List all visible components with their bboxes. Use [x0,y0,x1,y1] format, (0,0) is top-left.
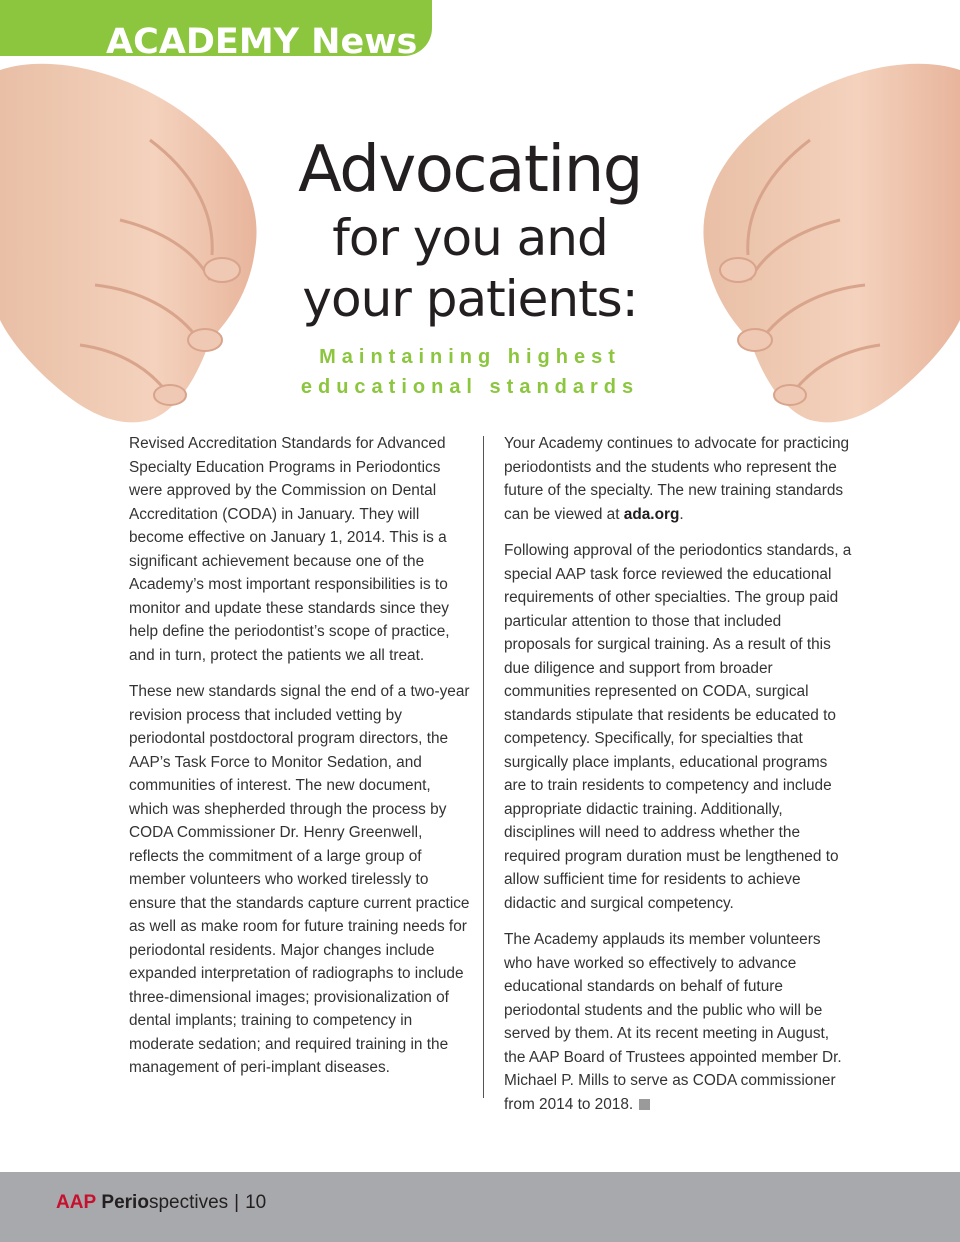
brand-spectives: spectives [148,1192,229,1213]
right-column [504,432,852,1129]
ada-link[interactable]: ada.org [623,505,680,523]
section-tab [0,0,432,56]
page-number: 10 [245,1192,267,1213]
paragraph-text: The Academy applauds its member volunteers who have worked so effectively to advance educational standards on behalf of future periodontal students and the public who will be served by them. At its recent meeting in August, the AAP Board of Trustees appointed member Dr. Michael P. Mills to serve as CODA commissioner from 2014 to 2018. [504,931,842,1113]
title-line-2: for you and [332,209,608,267]
paragraph-end: . [679,505,684,523]
title-line-3: your patients: [302,270,638,328]
cupped-left-hand-icon [0,50,290,430]
paragraph [504,432,852,526]
paragraph: Following approval of the periodontics standards, a special AAP task force reviewed the educational requirements of other specialties. The group paid particular attention to those that included proposals for surgical training. As a result of this due diligence and support from broader communities represented on CODA, surgical standards stipulate that residents be educated to competency. Specifically, for specialties that surgically place implants, educational programs are to train residents to competency and include appropriate didactic training. Additionally, disciplines will need to address whether the required program duration must be lengthened to allow sufficient time for residents to achieve didactic and surgical competency. [504,542,852,912]
paragraph [504,928,852,1116]
article-subtitle [250,342,690,402]
section-label: ACADEMY News [106,22,418,56]
paragraph: These new standards signal the end of a two-year revision process that included vetting by periodontal postdoctoral program directors, the AAP’s Task Force to Monitor Sedation, and communities of interest. The new document, which was shepherded through the process by CODA Commissioner Dr. Henry Greenwell, reflects the commitment of a large group of member volunteers who worked tirelessly to ensure that the standards capture current practice as well as make room for future training needs for periodontal residents. Major changes include expanded interpretation of radiographs to include three-dimensional images; provisionalization of dental implants; training to competency in moderate sedation; and required training in the management of peri-implant diseases. [129,683,470,1076]
paragraph-text: Your Academy continues to advocate for practicing periodontists and the students who represent the future of the specialty. The new training standards can be viewed at [504,435,850,523]
footer-separator: | [234,1192,240,1213]
left-column [129,432,472,1093]
title-line-1: Advocating [298,133,642,207]
paragraph: Revised Accreditation Standards for Advanced Specialty Education Programs in Periodontics were approved by the Commission on Dental Accreditation (CODA) in January. They will become effective on January 1, 2014. This is a significant achievement because one of the Academy’s most important responsibilities is to monitor and update these standards since they help define the periodontist’s scope of practice, and in turn, protect the patients we all treat. [129,435,450,664]
column-divider [483,436,484,1098]
brand-aap: AAP [56,1192,97,1213]
footer-brand [56,1190,266,1216]
subtitle-line-1: Maintaining highest [319,346,621,368]
end-of-article-icon [639,1099,650,1110]
cupped-right-hand-icon [670,50,960,430]
subtitle-line-2: educational standards [300,376,640,398]
brand-perio: Perio [101,1192,149,1213]
article-title [250,132,690,330]
